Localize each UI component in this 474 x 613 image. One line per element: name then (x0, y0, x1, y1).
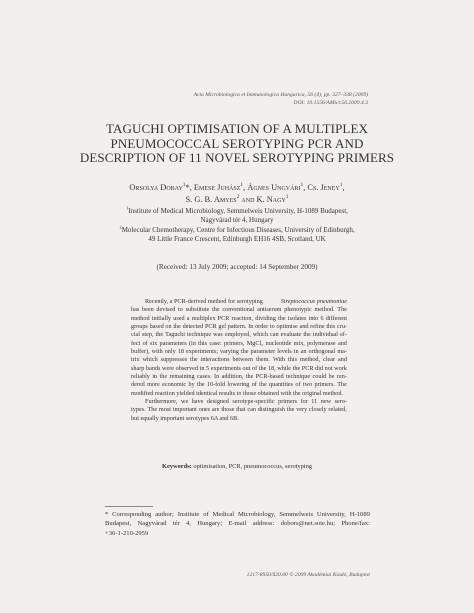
affiliation-line: $^2$Molecular Chemotherapy, Centre for Infectious Diseases, University of Edinburgh, (119, 224, 355, 234)
abstract-line: but equally important serotypes 6A and 6B. (131, 414, 239, 422)
author-and: and (241, 194, 255, 204)
abstract-line: has been devised to substitute the conventional antiserum phenotypic method. The (131, 306, 347, 314)
keywords-text: optimisation, PCR, pneumococcus, serotyping (193, 463, 312, 470)
corresponding-mark: * (185, 183, 190, 192)
affiliation-mark: 1 (240, 182, 244, 189)
journal-doi: DOI: 10.1556/AMicr.56.2009.4.3 (293, 100, 368, 106)
affiliation-mark: 1 (339, 182, 343, 189)
abstract-line: modified reaction yielded identical results to those obtained with the original method. (131, 389, 344, 397)
author-line (60, 194, 414, 206)
footnote-divider (105, 506, 153, 507)
footnote-line: * Corresponding author; Institute of Medical Microbiology, Semmelweis University, H-1089 (105, 511, 370, 518)
abstract-line: cial step, the Taguchi technique was employed, which can evaluate the individual ef- (131, 331, 347, 339)
abstract-line: Recently, a PCR-derived method for serotyping Streptococcus pneumoniae (145, 298, 347, 305)
footnote (105, 510, 370, 538)
title-line: PNEUMOCOCCAL SEROTYPING PCR AND (110, 135, 364, 151)
title-line: TAGUCHI OPTIMISATION OF A MULTIPLEX (106, 121, 368, 136)
abstract-line: trix which suppresses the interactions between them. With this method, clear and (131, 356, 347, 364)
affiliation-mark: 1 (285, 193, 289, 200)
journal-reference (194, 91, 368, 107)
journal-citation: Acta Microbiologica et Immunologica Hungarica, 56 (4), pp. 327–338 (2009) (193, 92, 368, 98)
affiliation-mark: 1 (182, 182, 186, 189)
affiliation-mark: 1 (126, 205, 129, 211)
affiliations (60, 207, 414, 245)
affiliation-line: Nagyvárad tér 4, Hungary (200, 216, 274, 225)
keywords (60, 463, 414, 470)
title-line: DESCRIPTION OF 11 NOVEL SEROTYPING PRIMERS (79, 150, 395, 165)
species-name: Streptococcus pneumoniae (280, 298, 347, 305)
abstract-line: sharp bands were observed in 5 experiments out of the 18, while the PCR did not work (131, 364, 347, 372)
author-name: Orsolya Dobay (129, 183, 183, 192)
affiliation-line: $^1$Institute of Medical Microbiology, Semmelweis University, H-1089 Budapest, (126, 205, 348, 215)
abstract-line: method initially used a multiplex PCR reaction, dividing the isolates into 6 different (131, 314, 347, 322)
abstract-line: fect of six parameters (in this case: primers, MgCl₂ nucleotide mix, polymerase and (131, 339, 347, 347)
author-line: Orsolya Dobay$^1$*, Emese Juhász$^1$, Ágnes Ungvári$^1$, Cs. Jeney$^1$, (129, 182, 345, 192)
copyright-line: 1217-8950/$20.00 © 2009 Akadémiai Kiadó, Budapest (246, 572, 370, 578)
footnote-line: Budapest, Nagyvárad tér 4, Hungary; E-mail address: dobors@net.sote.hu; Phone/fax: (105, 520, 370, 528)
author-name: Emese Juhász (193, 183, 241, 192)
paper-title (60, 122, 414, 166)
abstract-line: reliably in the remaining cases. In addition, the PCR-based technique could be ren- (131, 373, 347, 381)
keywords-label: Keywords: (161, 463, 192, 470)
author-name: S. G. B. Amyes (185, 194, 237, 204)
abstract-line: dered more economic by the 10-fold lowering of the quantities of two primers. The (131, 381, 347, 389)
abstract-line: groups based on the detected PCR gel pattern. In order to optimise and refine this cru- (131, 323, 347, 331)
affiliation-mark: 1 (300, 182, 304, 189)
author-list (60, 182, 414, 205)
abstract-line: types. The most important ones are those that can distinguish the very closely related, (131, 406, 347, 414)
affiliation-line: 49 Little France Crescent, Edinburgh EH16 4SB, Scotland, UK (148, 235, 326, 244)
affiliation-mark: 2 (119, 224, 122, 230)
footnote-line: +36-1-210-2959 (105, 529, 149, 537)
received-dates: (Received: 13 July 2009; accepted: 14 September 2009) (156, 263, 318, 271)
author-name: K. Nagy (256, 194, 286, 204)
abstract-line: Furthermore, we have designed serotype-specific primers for 11 new sero- (145, 398, 347, 406)
abstract (131, 298, 347, 423)
author-name: Ágnes Ungvári (247, 183, 301, 192)
abstract-line: buffer), with only 18 experiments; varying the parameter levels in an orthogonal ma- (131, 348, 347, 356)
affiliation-mark: 2 (236, 193, 240, 200)
author-name: Cs. Jeney (307, 183, 340, 192)
